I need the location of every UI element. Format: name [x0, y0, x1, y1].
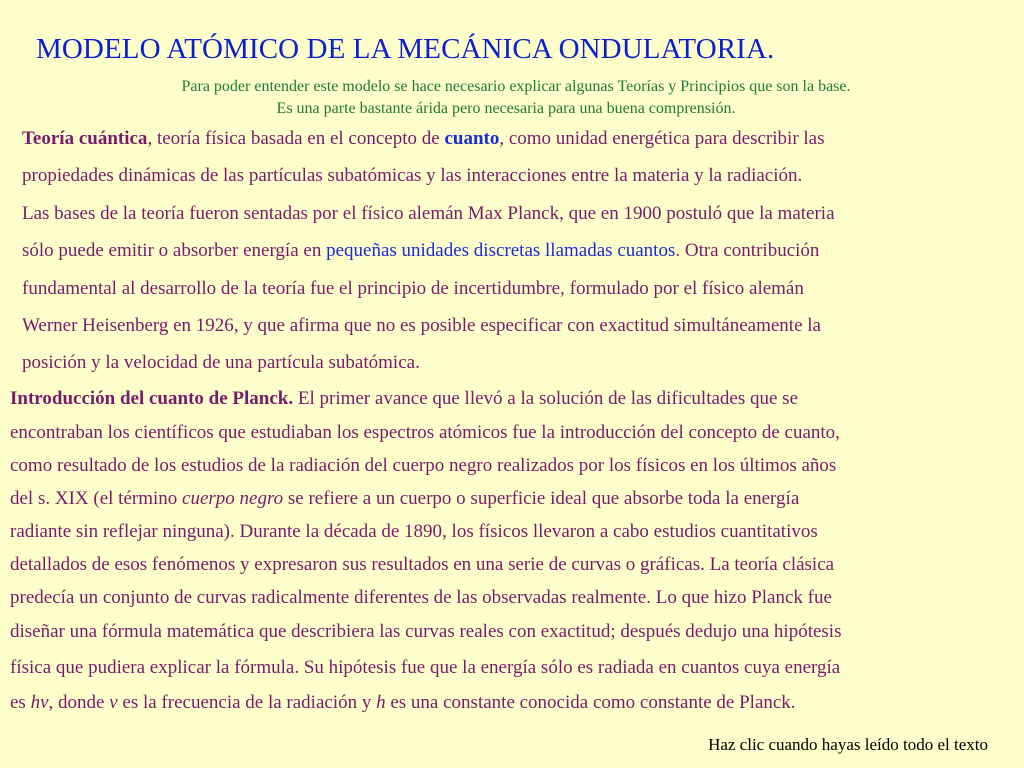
continue-prompt[interactable]: Haz clic cuando hayas leído todo el texto [708, 735, 988, 754]
paragraph-1-line-1: Teoría cuántica, teoría física basada en el concepto de cuanto, como unidad energética para describir las [22, 128, 825, 149]
subtitle-line-2: Es una parte bastante árida pero necesaria para una buena comprensión. [276, 100, 736, 117]
paragraph-1-line-6: Werner Heisenberg en 1926, y que afirma que no es posible especificar con exactitud simultáneamente la [22, 315, 821, 336]
paragraph-2-line-7: predecía un conjunto de curvas radicalmente diferentes de las observadas realmente. Lo que hizo Planck fue [10, 587, 832, 608]
symbol-nu: ν [109, 692, 118, 713]
page-title: MODELO ATÓMICO DE LA MECÁNICA ONDULATORIA. [36, 33, 775, 65]
paragraph-1-line-5: fundamental al desarrollo de la teoría fue el principio de incertidumbre, formulado por el físico alemán [22, 278, 804, 299]
paragraph-1-line-7: posición y la velocidad de una partícula subatómica. [22, 352, 420, 373]
paragraph-2-line-1: Introducción del cuanto de Planck. El primer avance que llevó a la solución de las dificultades que se [10, 388, 799, 409]
paragraph-1-line-3: Las bases de la teoría fueron sentadas por el físico alemán Max Planck, que en 1900 postuló que la materia [22, 203, 835, 224]
paragraph-2-line-6: detallados de esos fenómenos y expresaron sus resultados en una serie de curvas o gráficas. La teoría clásica [10, 554, 835, 575]
paragraph-1-line-2: propiedades dinámicas de las partículas subatómicas y las interacciones entre la materia y la radiación. [22, 165, 803, 186]
paragraph-2-line-2: encontraban los científicos que estudiaban los espectros atómicos fue la introducción del concepto de cuanto, [10, 422, 840, 443]
paragraph-2-line-4: del s. XIX (el término cuerpo negro se refiere a un cuerpo o superficie ideal que absorbe toda la energía [10, 488, 800, 509]
paragraph-2-line-8: diseñar una fórmula matemática que describiera las curvas reales con exactitud; después dedujo una hipótesis [10, 621, 842, 642]
term-cuanto: cuanto [444, 128, 500, 149]
subtitle-line-1: Para poder entender este modelo se hace necesario explicar algunas Teorías y Principios que son la base. [181, 78, 851, 95]
term-teoria-cuantica: Teoría cuántica [22, 128, 148, 149]
paragraph-1-line-4: sólo puede emitir o absorber energía en pequeñas unidades discretas llamadas cuantos. Otra contribución [22, 240, 820, 261]
paragraph-2-line-5: radiante sin reflejar ninguna). Durante la década de 1890, los físicos llevaron a cabo estudios cuantitativos [10, 521, 818, 542]
highlight-unidades-discretas: pequeñas unidades discretas llamadas cuantos [326, 240, 676, 261]
paragraph-2-line-3: como resultado de los estudios de la radiación del cuerpo negro realizados por los físicos en los últimos años [10, 455, 837, 476]
paragraph-2-line-9: física que pudiera explicar la fórmula. Su hipótesis fue que la energía sólo es radiada en cuantos cuya energía [10, 657, 841, 678]
term-cuerpo-negro: cuerpo negro [182, 488, 284, 509]
formula-h-nu: hν [30, 692, 49, 713]
heading-cuanto-de-planck: Introducción del cuanto de Planck. [10, 388, 294, 409]
paragraph-2-line-10: es hν, donde ν es la frecuencia de la radiación y h es una constante conocida como constante de Planck. [10, 692, 796, 713]
symbol-h: h [376, 692, 386, 713]
